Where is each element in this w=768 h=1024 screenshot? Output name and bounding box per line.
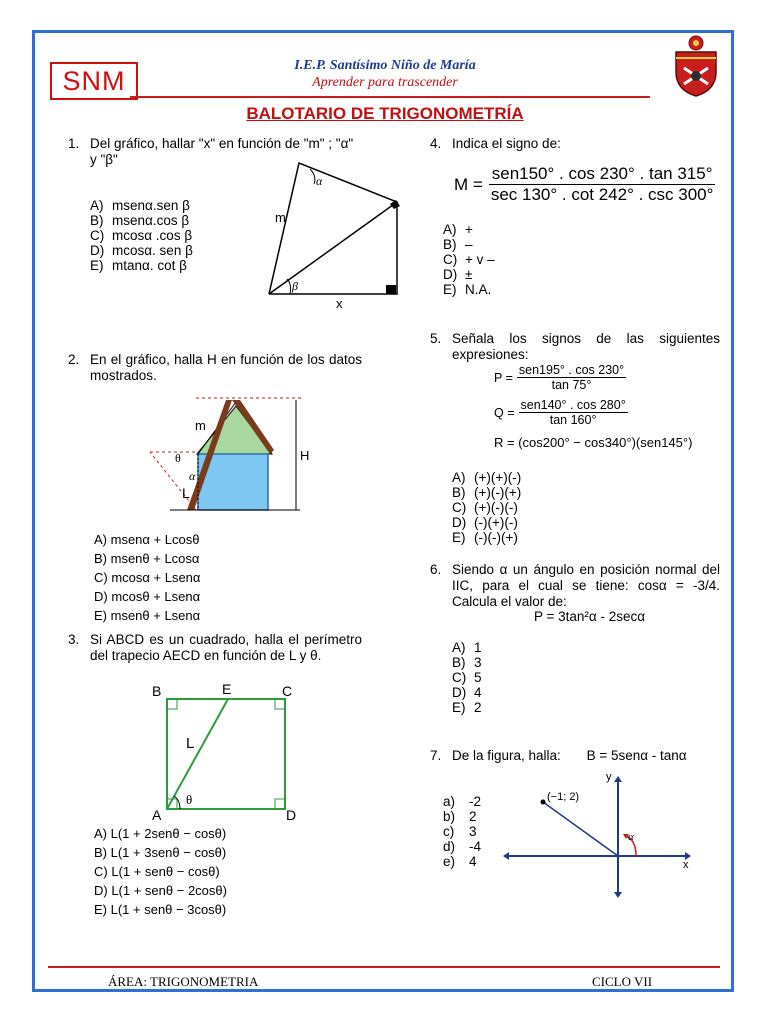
point-label: (−1; 2) <box>547 791 580 803</box>
option-c: C) mcosα + Lsenα <box>94 570 201 585</box>
x-label: x <box>336 296 343 311</box>
option-d: D) L(1 + senθ − 2cosθ) <box>94 883 227 898</box>
vertex-b: B <box>152 683 162 699</box>
option-e: E) N.A. <box>443 282 492 297</box>
q2-figure <box>140 398 330 518</box>
y-axis-label: y <box>606 771 612 783</box>
option-a: A) msenα.sen β <box>90 198 190 213</box>
vertex-e: E <box>222 681 232 697</box>
option-d: D) 4 <box>452 685 482 700</box>
option-c: C) (+)(-)(-) <box>452 500 518 515</box>
q1-options <box>90 198 193 273</box>
snm-logo: SNM <box>50 62 138 100</box>
q1-figure <box>262 160 412 310</box>
footer-area: ÁREA: TRIGONOMETRIA <box>108 974 259 989</box>
option-a: A) + <box>443 222 473 237</box>
theta-label: θ <box>186 792 193 807</box>
m-label: m <box>195 418 206 433</box>
q7-figure <box>505 768 695 898</box>
option-b: B) – <box>443 237 473 252</box>
option-e: E) L(1 + senθ − 3cosθ) <box>94 902 227 917</box>
theta-label: θ <box>175 451 181 465</box>
alpha-label: α <box>316 174 323 188</box>
q5-options <box>452 470 521 545</box>
option-e: E) mtanα. cot β <box>90 258 187 273</box>
alpha-label: α <box>189 469 196 483</box>
question-number: 1. <box>68 136 80 151</box>
q4-formula: M = $\frac{\text{sen150° . cos 230° . tan 315°}}{\sec 130^\circ . \cot 242^\circ . \csc 300^\circ}$ <box>454 164 714 204</box>
option-e: E) 2 <box>452 700 482 715</box>
q5-q-formula: Q = $\frac{\text{sen140° . cos 280°}}{\tan 160^\circ}$ <box>494 398 626 427</box>
school-crest-icon <box>672 34 720 98</box>
l-label: L <box>186 735 195 752</box>
q7-options <box>443 794 481 869</box>
alpha-label: α <box>628 831 634 843</box>
option-c: C) + v – <box>443 252 495 267</box>
option-d: D) (-)(+)(-) <box>452 515 518 530</box>
school-name: I.E.P. Santísimo Niño de María <box>294 58 476 73</box>
vertex-d: D <box>286 807 297 823</box>
option-d: D) ± <box>443 267 473 282</box>
question-3: 3. Si ABCD es un cuadrado, halla el perímetro del trapecio AECD en función de L y θ. <box>68 632 362 663</box>
option-b: B) L(1 + 3senθ − cosθ) <box>94 845 227 860</box>
option-c: c) 3 <box>443 824 477 839</box>
option-c: C) L(1 + senθ − cosθ) <box>94 864 220 879</box>
option-a: A) 1 <box>452 640 482 655</box>
option-a: A) (+)(+)(-) <box>452 470 522 485</box>
school-motto: Aprender para trascender <box>312 75 458 90</box>
q3-figure <box>150 680 310 825</box>
question-6: 6. Siendo α un ángulo en posición normal del IIC, para el cual se tiene: cosα = -3/4. Calcula el valor de: <box>430 562 720 609</box>
q5-p-formula: P = $\frac{\text{sen195° . cos 230°}}{\tan 75^\circ}$ <box>494 363 625 392</box>
l-label: L <box>182 485 190 501</box>
option-d: D) mcosα. sen β <box>90 243 193 258</box>
q4-options <box>443 222 495 297</box>
question-7: 7. De la figura, halla: B = 5senα - tanα <box>430 748 687 763</box>
q2-options <box>94 530 200 625</box>
footer-ciclo: CICLO VII <box>592 974 653 989</box>
option-b: B) msenα.cos β <box>90 213 190 228</box>
option-e: E) msenθ + Lsenα <box>94 608 201 623</box>
footer-divider <box>48 966 720 968</box>
question-5: 5. Señala los signos de las siguientes expresiones: <box>430 331 720 362</box>
option-c: C) mcosα .cos β <box>90 228 193 243</box>
option-d: D) mcosθ + Lsenα <box>94 589 201 604</box>
q6-options <box>452 640 482 715</box>
vertex-a: A <box>152 807 162 823</box>
option-e: e) 4 <box>443 854 477 869</box>
option-b: b) 2 <box>443 809 477 824</box>
option-b: B) msenθ + Lcosα <box>94 551 200 566</box>
h-label: H <box>300 448 310 463</box>
question-4: 4. Indica el signo de: <box>430 136 561 151</box>
q5-r-formula: R = (cos200° − cos340°)(sen145°) <box>494 435 693 450</box>
option-e: E) (-)(-)(+) <box>452 530 518 545</box>
option-c: C) 5 <box>452 670 482 685</box>
q6-formula: P = 3tan²α - 2secα <box>534 609 646 624</box>
question-text: Del gráfico, hallar "x" en función de "m" ; "α" y "β" <box>90 136 354 167</box>
header-divider <box>130 96 650 98</box>
beta-label: β <box>292 279 298 293</box>
m-label: m <box>275 210 286 225</box>
page-title: BALOTARIO DE TRIGONOMETRÍA <box>246 104 524 123</box>
option-d: d) -4 <box>443 839 482 854</box>
option-a: A) L(1 + 2senθ − cosθ) <box>94 826 227 841</box>
option-a: a) -2 <box>443 794 482 809</box>
option-b: B) (+)(-)(+) <box>452 485 522 500</box>
option-a: A) msenα + Lcosθ <box>94 532 200 547</box>
question-2: 2. En el gráfico, halla H en función de los datos mostrados. <box>68 352 362 383</box>
vertex-c: C <box>282 683 293 699</box>
x-axis-label: x <box>683 859 689 871</box>
option-b: B) 3 <box>452 655 482 670</box>
q3-options <box>94 824 227 919</box>
